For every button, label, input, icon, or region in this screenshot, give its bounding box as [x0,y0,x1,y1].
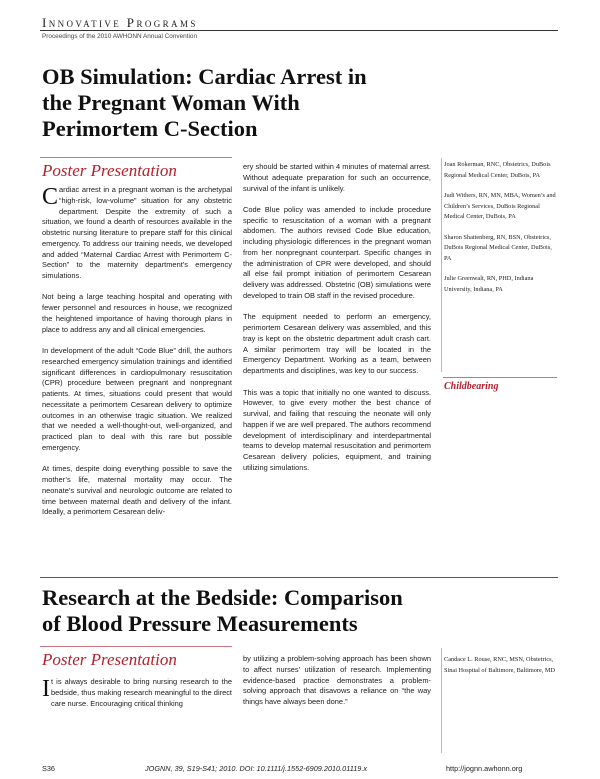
article-2-dropcap: I [42,676,50,702]
article-1-title: OB Simulation: Cardiac Arrest in the Pregnant Woman With Perimortem C-Section [42,64,367,141]
journal-section-title: Innovative Programs [42,15,198,30]
article-2-title: Research at the Bedside: Comparison of Blood Pressure Measurements [42,585,403,636]
article-1-paragraph: ery should be started within 4 minutes of maternal arrest. Without adequate preparation for such an occurrence, survival of the infant is unlikely. [243,162,431,193]
author-affiliation: Candace L. Rouse, RNC, MSN, Obstetrics, Sinai Hospital of Baltimore, Baltimore, MD [444,656,556,674]
article-2-column-2 [243,654,431,708]
article-1-column-2 [243,162,431,474]
article-2-section-heading: Poster Presentation [42,650,177,669]
article-1-paragraph: Code Blue policy was amended to include procedure specific to resuscitation of a woman with a pregnant abdomen. The authors revised Code Blue education, including physiologic differences in the pregnant woman from her nonpregnant counterpart. Specific changes in the administration of CPR were developed, and should all else fail prompt initiation of perimortem Cesarean delivery was addressed. Obstetric (OB) simulations were developed to train OB staff in the revised procedure. [243,204,431,300]
article-1-paragraph: Not being a large teaching hospital and operating with fewer personnel and resources in house, we recognized the heightened importance of having thorough plans in place to address any and all clinical emergencies. [42,292,232,334]
author-affiliation: Sharon Shattenberg, RN, BSN, Obstetrics, DuBois Regional Medical Center, DuBois, PA [444,233,552,262]
article-2-paragraph: t is always desirable to bring nursing research to the bedside, thus making research meaningful to the direct care nurse. Encouraging critical thinking [51,677,232,708]
article-1-paragraph: This was a topic that initially no one wanted to discuss. However, to give every mother the best chance of survival, and failing that rescuing the neonate will only happen if we are well prepared. The authors recommend development of interdisciplinary and interdepartmental teams to develop maternal resuscitation and perimortem Cesarean delivery policies, equipment, and training utilizing simulations. [243,387,431,472]
page-number: S36 [42,764,55,773]
header-rule [40,30,558,31]
sidebar-rule [441,648,442,753]
article-1-paragraph: ardiac arrest in a pregnant woman is the archetypal “high-risk, low-volume” situation for any obstetric department. Despite the extremity of such a situation, we found a dearth of resources available in the obstetric nursing literature to prepare staff for this clinical emergency. To address our training needs, we developed and added “Maternal Cardiac Arrest with Perimortem C-Section” to the maternity department’s emergency simulations. [42,185,232,280]
article-1-paragraph: The equipment needed to perform an emergency, perimortem Cesarean delivery was assembled, and this tray is kept on the obstetric department adult crash cart. A similar perimortem tray will be located in the Emergency Department. Working as a team, between departments and disciplines, was key to our success. [243,312,431,376]
article-2-paragraph: by utilizing a problem-solving approach has been shown to affect nurses’ utilization of research. Implementing evidence-based practice demonstrates a problem-solving approach that disavows a reliance on “the way things have always been done.” [243,654,431,706]
citation: JOGNN, 39, S19-S41; 2010. DOI: 10.1111/j.1552-6909.2010.01119.x [145,764,368,773]
proceedings-subtitle: Proceedings of the 2010 AWHONN Annual Convention [42,33,198,40]
article-1-dropcap: C [42,184,59,210]
article-2-section-rule [40,646,232,647]
article-1-section-rule [40,157,232,158]
keyword-label: Childbearing [444,381,499,392]
keyword-rule [443,377,557,378]
author-affiliation: Judi Withers, RN, MN, MBA, Women’s and Children’s Services, DuBois Regional Medical Center, DuBois, PA [444,192,556,220]
sidebar-rule [441,158,442,372]
article-1-paragraph: In development of the adult “Code Blue” drill, the authors researched emergency simulation trainings and identified significant differences in cardiopulmonary resuscitation (CPR) procedure between pregnant and nonpregnant patients. At times, situations could present that would necessitate a perimortem Cesarean delivery to optimize outcomes in an otherwise tragic situation. We realized that we needed a well-thought-out, well-organized, and practiced plan to deal with this rare but possible emergency. [42,346,232,452]
article-2-authors [444,655,556,686]
article-1-column-1 [42,185,232,518]
article-divider [40,577,558,578]
article-1-section-heading: Poster Presentation [42,161,177,180]
article-1-authors [444,160,556,305]
author-affiliation: Joan Rokerman, RNC, Obstetrics, DuBois Regional Medical Center, DuBois, PA [444,161,551,179]
article-1-paragraph: At times, despite doing everything possible to save the mother’s life, maternal mortality may occur. The neonate’s survival and neurologic outcome are related to time between maternal death and delivery of the infant. Ideally, a perimortem Cesarean deliv- [42,464,232,517]
article-2-column-1 [42,677,232,709]
author-affiliation: Julie Greenwalt, RN, PHD, Indiana University, Indiana, PA [444,275,534,293]
journal-url[interactable]: http://jognn.awhonn.org [446,764,523,773]
